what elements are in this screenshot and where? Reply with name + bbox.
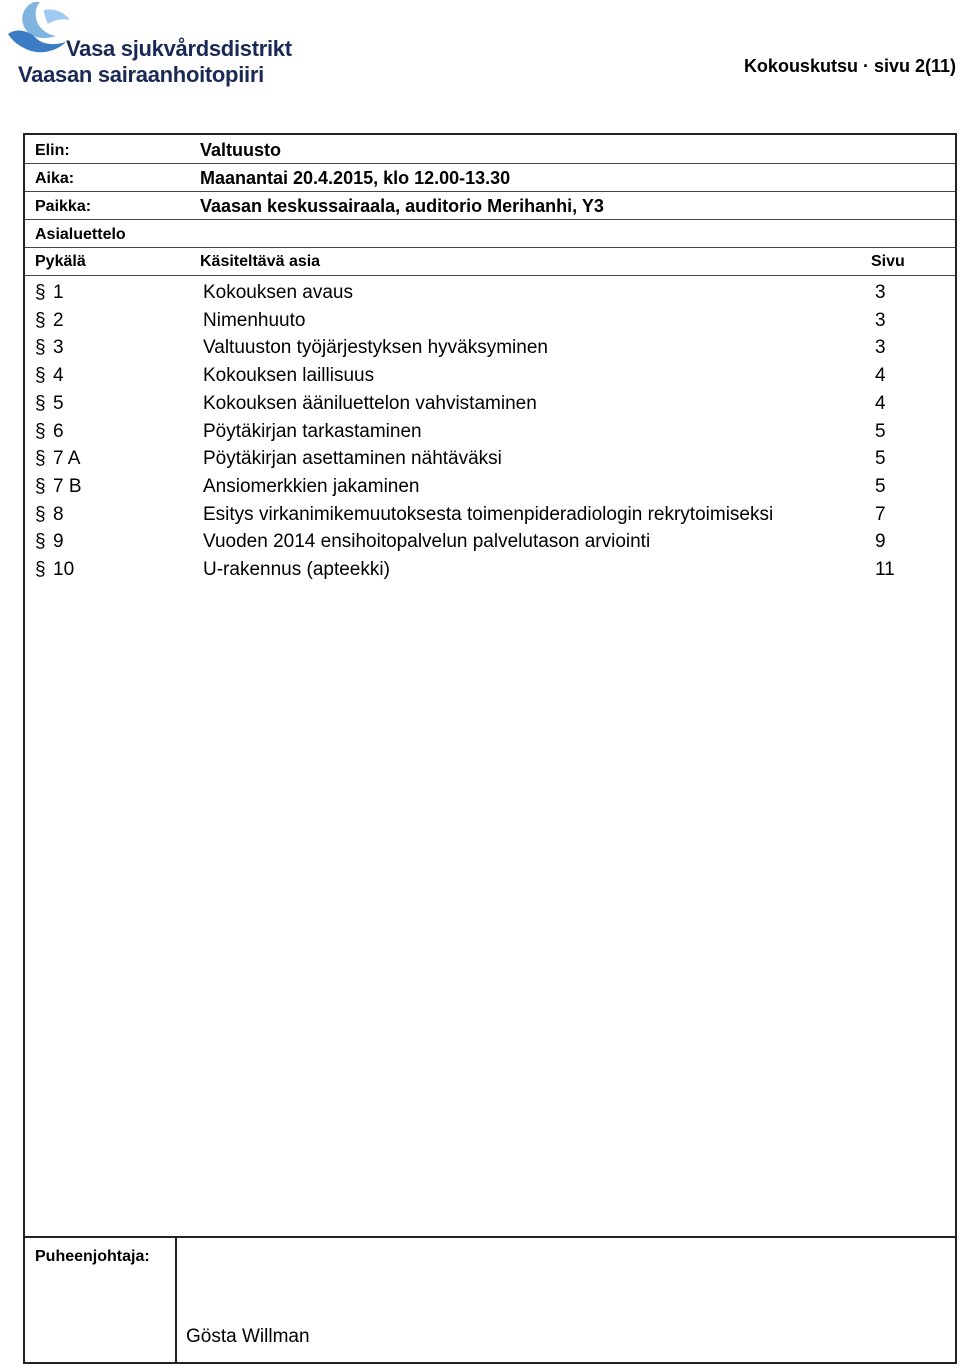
- agenda-item: [25, 557, 955, 585]
- agenda-item-title: Pöytäkirjan asettaminen nähtäväksi: [203, 448, 502, 470]
- logo-text-finnish: Vaasan sairaanhoitopiiri: [18, 62, 264, 87]
- agenda-item-section: [35, 337, 64, 359]
- agenda-item-number: 8: [53, 503, 64, 525]
- elin-value: Valtuusto: [200, 140, 282, 160]
- section-symbol: §: [35, 503, 46, 525]
- column-header-page: Sivu: [871, 253, 905, 270]
- agenda-item-page: 4: [875, 365, 886, 387]
- agenda-item-section: [35, 310, 64, 332]
- section-symbol: §: [35, 365, 46, 387]
- agenda-item-number: 7 B: [53, 475, 82, 497]
- agenda-item-title: Kokouksen avaus: [203, 282, 353, 303]
- bird-logo-icon: [4, 0, 74, 62]
- agenda-item-number: 9: [53, 531, 64, 553]
- agenda-item-section: [35, 448, 80, 470]
- agenda-item-page: 9: [875, 531, 886, 553]
- meeting-body-row: [25, 135, 955, 164]
- agenda-item-page: 5: [875, 420, 886, 442]
- logo-text-swedish: Vasa sjukvårdsdistrikt: [66, 36, 292, 61]
- agenda-item-page: 3: [875, 309, 886, 331]
- paikka-label: Paikka:: [35, 198, 92, 215]
- agenda-item-number: 5: [53, 392, 64, 414]
- agenda-item: [25, 419, 955, 447]
- agenda-item: [25, 502, 955, 530]
- agenda-item-title: Kokouksen ääniluettelon vahvistaminen: [203, 392, 537, 414]
- agenda-item-section: [35, 421, 64, 443]
- agenda-item-number: 1: [53, 282, 64, 303]
- section-symbol: §: [35, 309, 46, 331]
- agenda-item: [25, 308, 955, 336]
- agenda-item-section: [35, 504, 64, 526]
- agenda-item: [25, 335, 955, 363]
- agenda-item-title: Pöytäkirjan tarkastaminen: [203, 420, 422, 442]
- agenda-item: [25, 474, 955, 502]
- section-symbol: §: [35, 337, 46, 359]
- section-symbol: §: [35, 420, 46, 442]
- chairman-label: Puheenjohtaja:: [35, 1248, 150, 1265]
- meeting-place-row: [25, 191, 955, 220]
- agenda-item-title: Valtuuston työjärjestyksen hyväksyminen: [203, 337, 548, 359]
- signature-box: [25, 1236, 955, 1362]
- agenda-item: [25, 280, 955, 308]
- agenda-item: [25, 529, 955, 557]
- agenda-item-title: Ansiomerkkien jakaminen: [203, 475, 420, 497]
- page-header-label: Kokouskutsu · sivu 2(11): [743, 56, 956, 76]
- section-symbol: §: [35, 475, 46, 497]
- agenda-item-title: Nimenhuuto: [203, 309, 306, 331]
- agenda-item-title: Kokouksen laillisuus: [203, 365, 375, 387]
- agenda-item-page: 4: [875, 392, 886, 414]
- agenda-item-section: [35, 476, 82, 498]
- elin-label: Elin:: [35, 142, 70, 159]
- section-symbol: §: [35, 531, 46, 553]
- aika-value: Maanantai 20.4.2015, klo 12.00-13.30: [200, 168, 511, 188]
- agenda-item-section: [35, 282, 64, 304]
- agenda-item: [25, 363, 955, 391]
- chairman-name: Gösta Willman: [186, 1326, 310, 1347]
- agenda-item-section: [35, 531, 64, 553]
- organization-logo: [4, 0, 294, 95]
- section-symbol: §: [35, 448, 46, 470]
- agenda-item-page: 5: [875, 448, 886, 470]
- agenda-item: [25, 446, 955, 474]
- agenda-frame: [23, 133, 957, 1364]
- column-header-topic: Käsiteltävä asia: [200, 253, 321, 270]
- agenda-item-number: 3: [53, 337, 64, 359]
- agenda-item-title: U-rakennus (apteekki): [203, 559, 390, 580]
- agenda-item-number: 2: [53, 309, 64, 331]
- agenda-item-title: Esitys virkanimikemuutoksesta toimenpideradiologin rekrytoimiseksi: [203, 503, 774, 525]
- agenda-item-page: 5: [875, 475, 886, 497]
- section-symbol: §: [35, 282, 46, 303]
- column-header-section: Pykälä: [35, 253, 86, 270]
- agenda-item-number: 4: [53, 365, 64, 387]
- meeting-time-row: [25, 163, 955, 192]
- agenda-item-page: 7: [875, 503, 886, 525]
- column-header-row: [25, 247, 955, 276]
- agenda-item-title: Vuoden 2014 ensihoitopalvelun palvelutason arviointi: [203, 531, 651, 553]
- agenda-item-section: [35, 559, 74, 581]
- agenda-title: Asialuettelo: [35, 226, 126, 243]
- agenda-item-section: [35, 365, 64, 387]
- section-symbol: §: [35, 392, 46, 414]
- agenda-item-page: 11: [875, 559, 895, 580]
- section-symbol: §: [35, 559, 46, 580]
- agenda-item-section: [35, 393, 64, 415]
- aika-label: Aika:: [35, 170, 75, 187]
- signature-divider: [175, 1238, 177, 1362]
- agenda-item-number: 6: [53, 420, 64, 442]
- agenda-item-page: 3: [875, 282, 886, 303]
- agenda-item: [25, 391, 955, 419]
- paikka-value: Vaasan keskussairaala, auditorio Merihanhi, Y3: [200, 196, 604, 216]
- agenda-item-number: 7 A: [53, 448, 81, 470]
- agenda-item-number: 10: [53, 559, 75, 580]
- agenda-item-page: 3: [875, 337, 886, 359]
- agenda-title-row: [25, 219, 955, 248]
